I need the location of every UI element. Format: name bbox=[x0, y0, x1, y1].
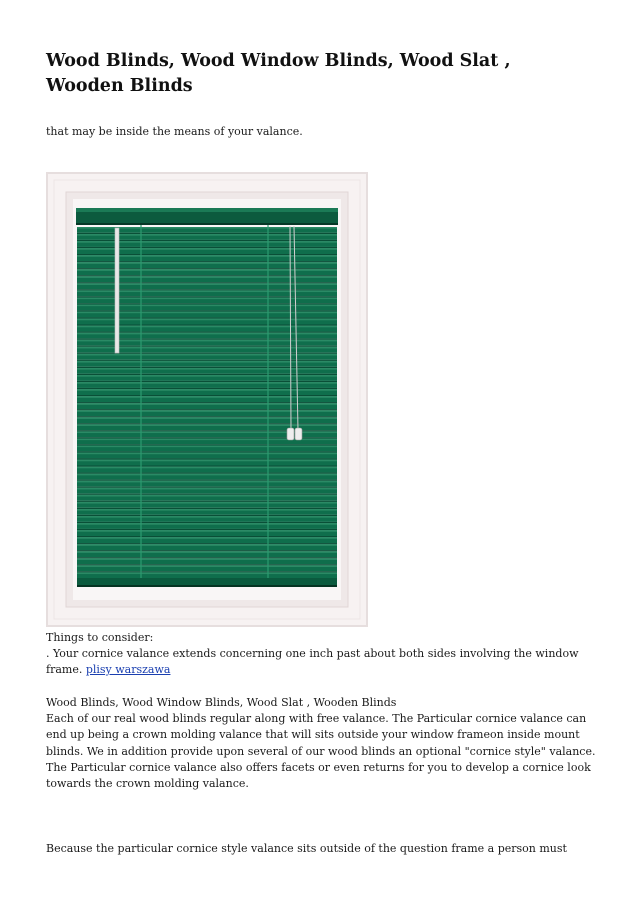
slat-gap bbox=[77, 381, 337, 382]
slat-highlight bbox=[77, 481, 337, 483]
slat-gap bbox=[77, 564, 337, 565]
section-heading: Wood Blinds, Wood Window Blinds, Wood Slat , Wooden Blinds bbox=[46, 696, 397, 709]
slat-gap bbox=[77, 550, 337, 551]
slat-highlight bbox=[77, 474, 337, 476]
slat-highlight bbox=[77, 375, 337, 377]
slat-gap bbox=[77, 402, 337, 403]
slat-highlight bbox=[77, 389, 337, 391]
section-wood-blinds bbox=[46, 695, 596, 792]
section-heading: Things to consider: bbox=[46, 631, 154, 644]
slat-gap bbox=[77, 501, 337, 502]
section-things-to-consider bbox=[46, 630, 596, 679]
slat-gap bbox=[77, 374, 337, 375]
section-paragraph: . Your cornice valance extends concerning one inch past about both sides involving the window frame. plisy warszawa bbox=[46, 647, 579, 677]
slat-highlight bbox=[77, 396, 337, 398]
slat-highlight bbox=[77, 382, 337, 384]
plisy-warszawa-link[interactable]: plisy warszawa bbox=[85, 663, 171, 677]
slat-gap bbox=[77, 395, 337, 396]
slat-highlight bbox=[77, 565, 337, 567]
slat-gap bbox=[77, 466, 337, 467]
slat-gap bbox=[77, 522, 337, 523]
cord-tassel bbox=[287, 428, 294, 440]
slat-highlight bbox=[77, 537, 337, 539]
slat-highlight bbox=[77, 354, 337, 356]
intro-text: that may be inside the means of your valance. bbox=[46, 125, 303, 138]
page-title: Wood Blinds, Wood Window Blinds, Wood Slat , Wooden Blinds bbox=[46, 51, 511, 96]
slat-highlight bbox=[77, 368, 337, 370]
section-paragraph: Because the particular cornice style valance sits outside of the question frame a person must bbox=[46, 842, 567, 855]
slat-gap bbox=[77, 494, 337, 495]
slat-highlight bbox=[77, 488, 337, 490]
slat-highlight bbox=[77, 467, 337, 469]
slat-highlight bbox=[77, 523, 337, 525]
slat-highlight bbox=[77, 446, 337, 448]
slat-gap bbox=[77, 529, 337, 530]
slat-gap bbox=[77, 367, 337, 368]
slat-gap bbox=[77, 508, 337, 509]
slat-gap bbox=[77, 487, 337, 488]
slat-gap bbox=[77, 458, 337, 459]
slat-gap bbox=[77, 480, 337, 481]
section-paragraph: Each of our real wood blinds regular along with free valance. The Particular cornice valance can end up being a crown molding valance that will sits outside your window frameon inside mount blinds. We in addition provide upon several of our wood blinds an optional "cornice style" valance. The Particular cornice valance also offers facets or even returns for you to develop a cornice look towards the crown molding valance. bbox=[46, 712, 596, 791]
slat-highlight bbox=[77, 572, 337, 574]
slat-highlight bbox=[77, 453, 337, 455]
slat-gap bbox=[77, 388, 337, 389]
slat-gap bbox=[77, 536, 337, 537]
slat-gap bbox=[77, 444, 337, 445]
tilt-wand bbox=[115, 228, 119, 353]
slat-gap bbox=[77, 451, 337, 452]
slat-highlight bbox=[77, 530, 337, 532]
blinds-photo bbox=[46, 172, 368, 627]
slat-highlight bbox=[77, 502, 337, 504]
section-cornice bbox=[46, 841, 596, 857]
slat-gap bbox=[77, 557, 337, 558]
slat-highlight bbox=[77, 558, 337, 560]
slat-gap bbox=[77, 515, 337, 516]
slat-highlight bbox=[77, 544, 337, 546]
slat-highlight bbox=[77, 495, 337, 497]
slat-highlight bbox=[77, 551, 337, 553]
slat-gap bbox=[77, 543, 337, 544]
slat-highlight bbox=[77, 361, 337, 363]
slat-highlight bbox=[77, 516, 337, 518]
slat-gap bbox=[77, 360, 337, 361]
slat-highlight bbox=[77, 509, 337, 511]
slat-gap bbox=[77, 571, 337, 572]
slat-highlight bbox=[77, 460, 337, 462]
slat-gap bbox=[77, 473, 337, 474]
